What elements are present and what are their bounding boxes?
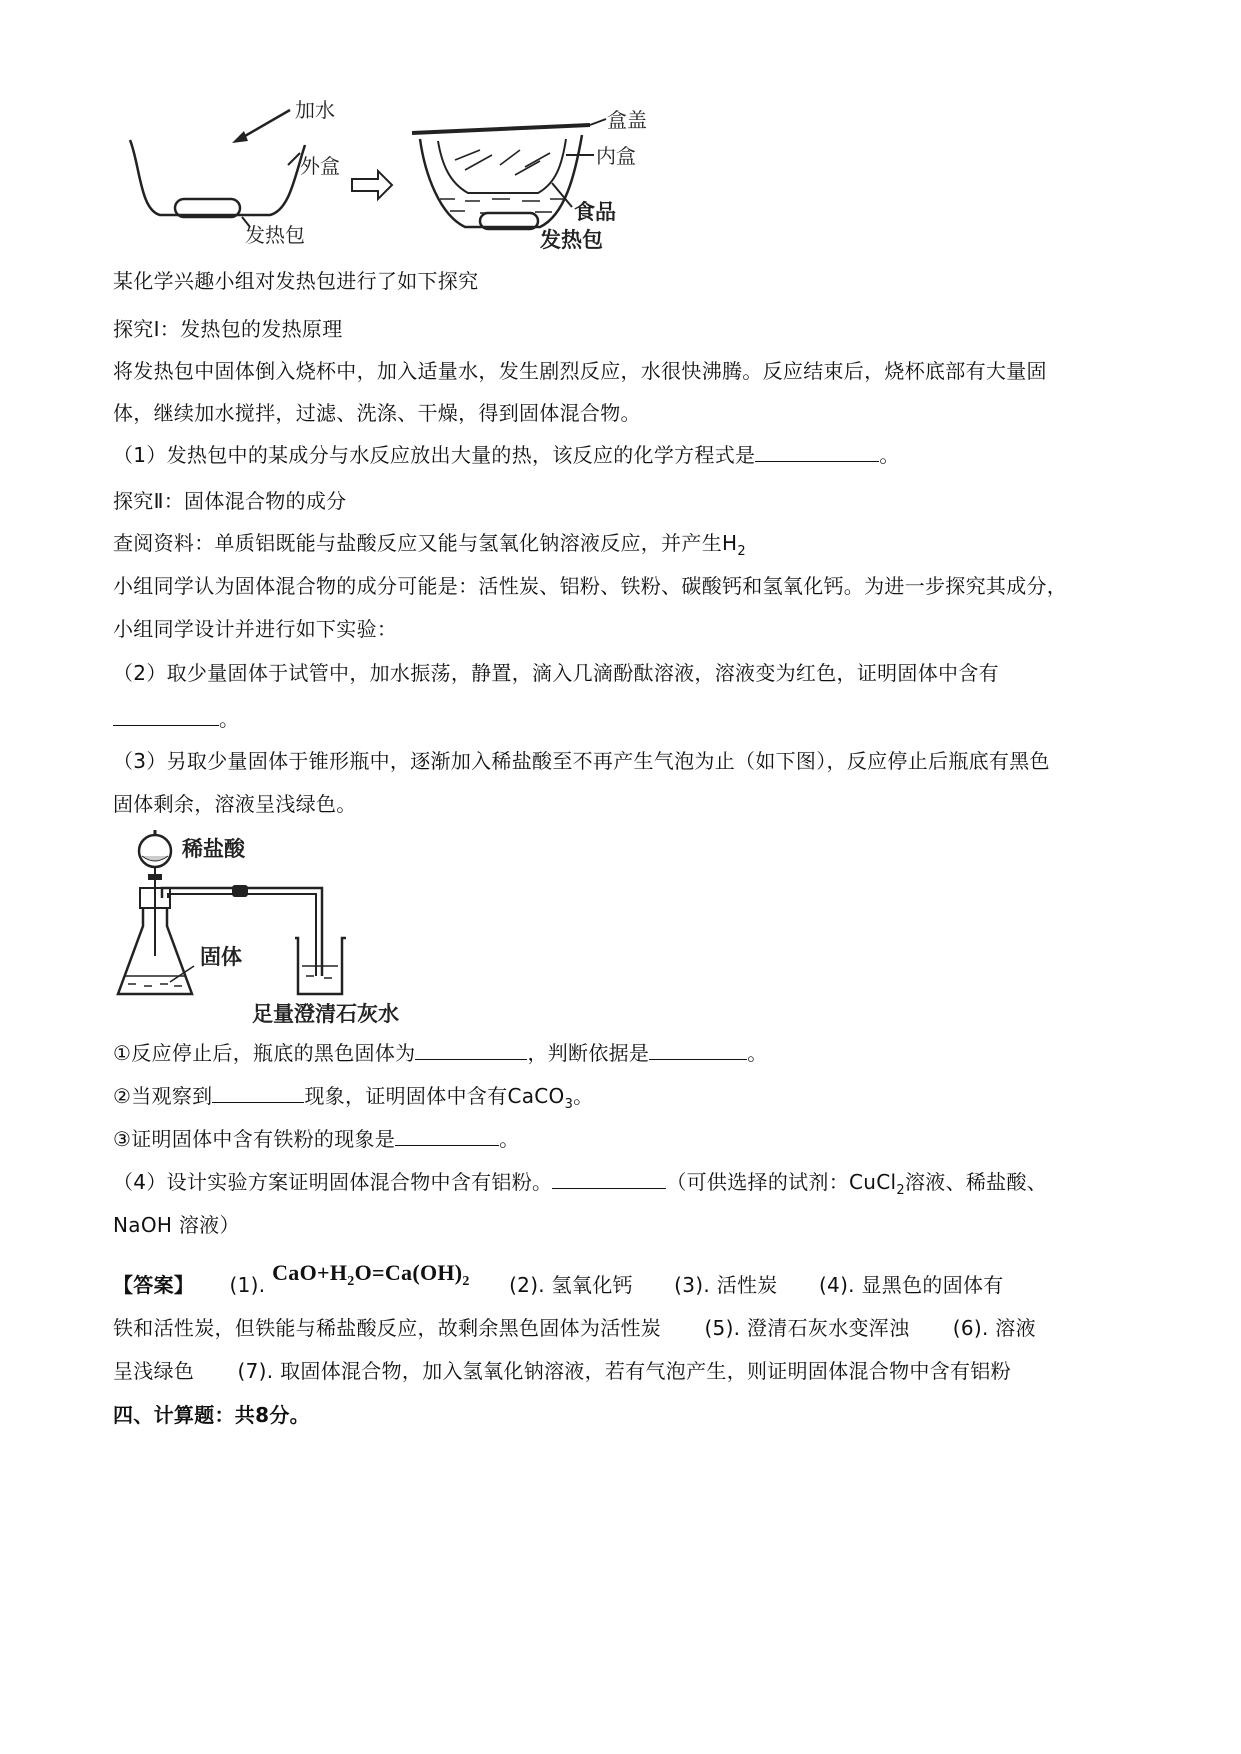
subq1-text-c: 。 [747, 1041, 768, 1065]
subq1-text-a: ①反应停止后，瓶底的黑色固体为 [113, 1041, 416, 1065]
intro-text: 某化学兴趣小组对发热包进行了如下探究 [113, 269, 479, 293]
guess-line2: 小组同学设计并进行如下实验： [113, 617, 398, 641]
answer-blank-5[interactable] [212, 1084, 304, 1103]
subq3-text-a: ③证明固体中含有铁粉的现象是 [113, 1127, 396, 1151]
question-2-blank-line [113, 706, 239, 732]
label-lid: 盒盖 [607, 108, 647, 132]
answer-4-start: (4). 显黑色的固体有 [818, 1273, 1004, 1297]
subq2-text-b: 现象，证明固体中含有 [304, 1084, 508, 1108]
question-1-text: （1）发热包中的某成分与水反应放出大量的热，该反应的化学方程式是 [113, 443, 756, 467]
question-1-end: 。 [879, 443, 900, 467]
answer-tag: 【答案】 [113, 1273, 195, 1297]
label-outer-box: 外盒 [300, 154, 340, 178]
explore1-para-line2: 体，继续加水搅拌，过滤、洗涤、干燥，得到固体混合物。 [113, 401, 641, 425]
section-4-heading: 四、计算题：共8分。 [113, 1403, 310, 1427]
answer-blank-7[interactable] [552, 1170, 666, 1189]
subq2-chem-sub: 3 [564, 1097, 574, 1112]
subq2-chem: CaCO [507, 1084, 565, 1108]
formula-sub1: 2 [347, 1274, 355, 1289]
answer-6-start: (6). 溶液 [952, 1316, 1036, 1340]
lid-shape [412, 125, 590, 133]
answer-1-formula [272, 1260, 470, 1295]
reference-text: 查阅资料：单质铝既能与盐酸反应又能与氢氧化钠溶液反应，并产生 [113, 531, 722, 555]
label-limewater: 足量澄清石灰水 [252, 1002, 399, 1026]
question-4-line2: NaOH 溶液） [113, 1213, 240, 1237]
answer-3: (3). 活性炭 [674, 1273, 778, 1297]
answer-blank-3[interactable] [415, 1041, 527, 1060]
formula-sub2: 2 [462, 1274, 470, 1289]
answer-line3 [113, 1358, 1011, 1384]
answer-4-rest: 铁和活性炭，但铁能与稀盐酸反应，故剩余黑色固体为活性炭 [113, 1316, 662, 1340]
subq2-text-a: ②当观察到 [113, 1084, 213, 1108]
reference-h: H [722, 531, 738, 555]
question-3-line1: （3）另取少量固体于锥形瓶中，逐渐加入稀盐酸至不再产生气泡为止（如下图），反应停止后瓶底有黑色 [113, 749, 1050, 773]
answer-7: (7). 取固体混合物，加入氢氧化钠溶液，若有气泡产生，则证明固体混合物中含有铝粉 [237, 1359, 1011, 1383]
answer-blank-2[interactable] [113, 707, 219, 726]
label-add-water: 加水 [295, 98, 335, 122]
answer-6-rest: 呈浅绿色 [113, 1359, 195, 1383]
q4-sub: 2 [896, 1183, 905, 1198]
label-heat-pack-left: 发热包 [245, 223, 305, 247]
question-4 [113, 1169, 1047, 1204]
question-2-end: 。 [219, 707, 240, 731]
answer-5: (5). 澄清石灰水变浑浊 [704, 1316, 910, 1340]
formula-part2: O=Ca(OH) [354, 1260, 463, 1285]
question-2: （2）取少量固体于试管中，加水振荡，静置，滴入几滴酚酞溶液，溶液变为红色，证明固体中含有 [113, 661, 999, 685]
reference-h-sub: 2 [737, 544, 746, 559]
q4-text-c: 溶液、稀盐酸、 [904, 1170, 1048, 1194]
subquestion-3 [113, 1126, 519, 1152]
answer-2: (2). 氢氧化钙 [509, 1273, 633, 1297]
label-food: 食品 [574, 200, 616, 224]
explore2-title: 探究Ⅱ：固体混合物的成分 [113, 489, 347, 513]
label-solid: 固体 [200, 945, 242, 969]
subq1-text-b: ，判断依据是 [527, 1041, 650, 1065]
outer-box-shape [130, 140, 305, 215]
process-arrow [352, 171, 392, 199]
label-heat-pack-right: 发热包 [540, 228, 603, 252]
answer-blank-6[interactable] [395, 1127, 499, 1146]
explore1-para-line1: 将发热包中固体倒入烧杯中，加入适量水，发生剧烈反应，水很快沸腾。反应结束后，烧杯底部有大量固 [113, 359, 1047, 383]
heat-pack-figure [120, 95, 680, 275]
label-inner-box: 内盒 [596, 144, 636, 168]
apparatus-figure [110, 826, 420, 1026]
subq3-text-c: 。 [499, 1127, 520, 1151]
subquestion-2 [113, 1083, 593, 1118]
answer-line2 [113, 1315, 1036, 1341]
reference-line [113, 530, 746, 565]
answer-blank-4[interactable] [649, 1041, 747, 1060]
q4-text-b: （可供选择的试剂：CuCl [666, 1170, 897, 1194]
subq2-text-c: 。 [573, 1084, 594, 1108]
q4-text-a: （4）设计实验方案证明固体混合物中含有铝粉。 [113, 1170, 553, 1194]
answer-line1 [113, 1260, 1004, 1307]
answer-1-number: (1). [229, 1273, 266, 1297]
answer-blank-1[interactable] [755, 443, 879, 462]
question-3-line2: 固体剩余，溶液呈浅绿色。 [113, 792, 357, 816]
subquestion-1 [113, 1040, 768, 1066]
question-1 [113, 442, 900, 468]
guess-line1: 小组同学认为固体混合物的成分可能是：活性炭、铝粉、铁粉、碳酸钙和氢氧化钙。为进一步探究其成分， [113, 574, 1068, 598]
formula-part1: CaO+H [272, 1260, 348, 1285]
label-acid: 稀盐酸 [182, 837, 245, 861]
explore1-title: 探究Ⅰ：发热包的发热原理 [113, 317, 343, 341]
